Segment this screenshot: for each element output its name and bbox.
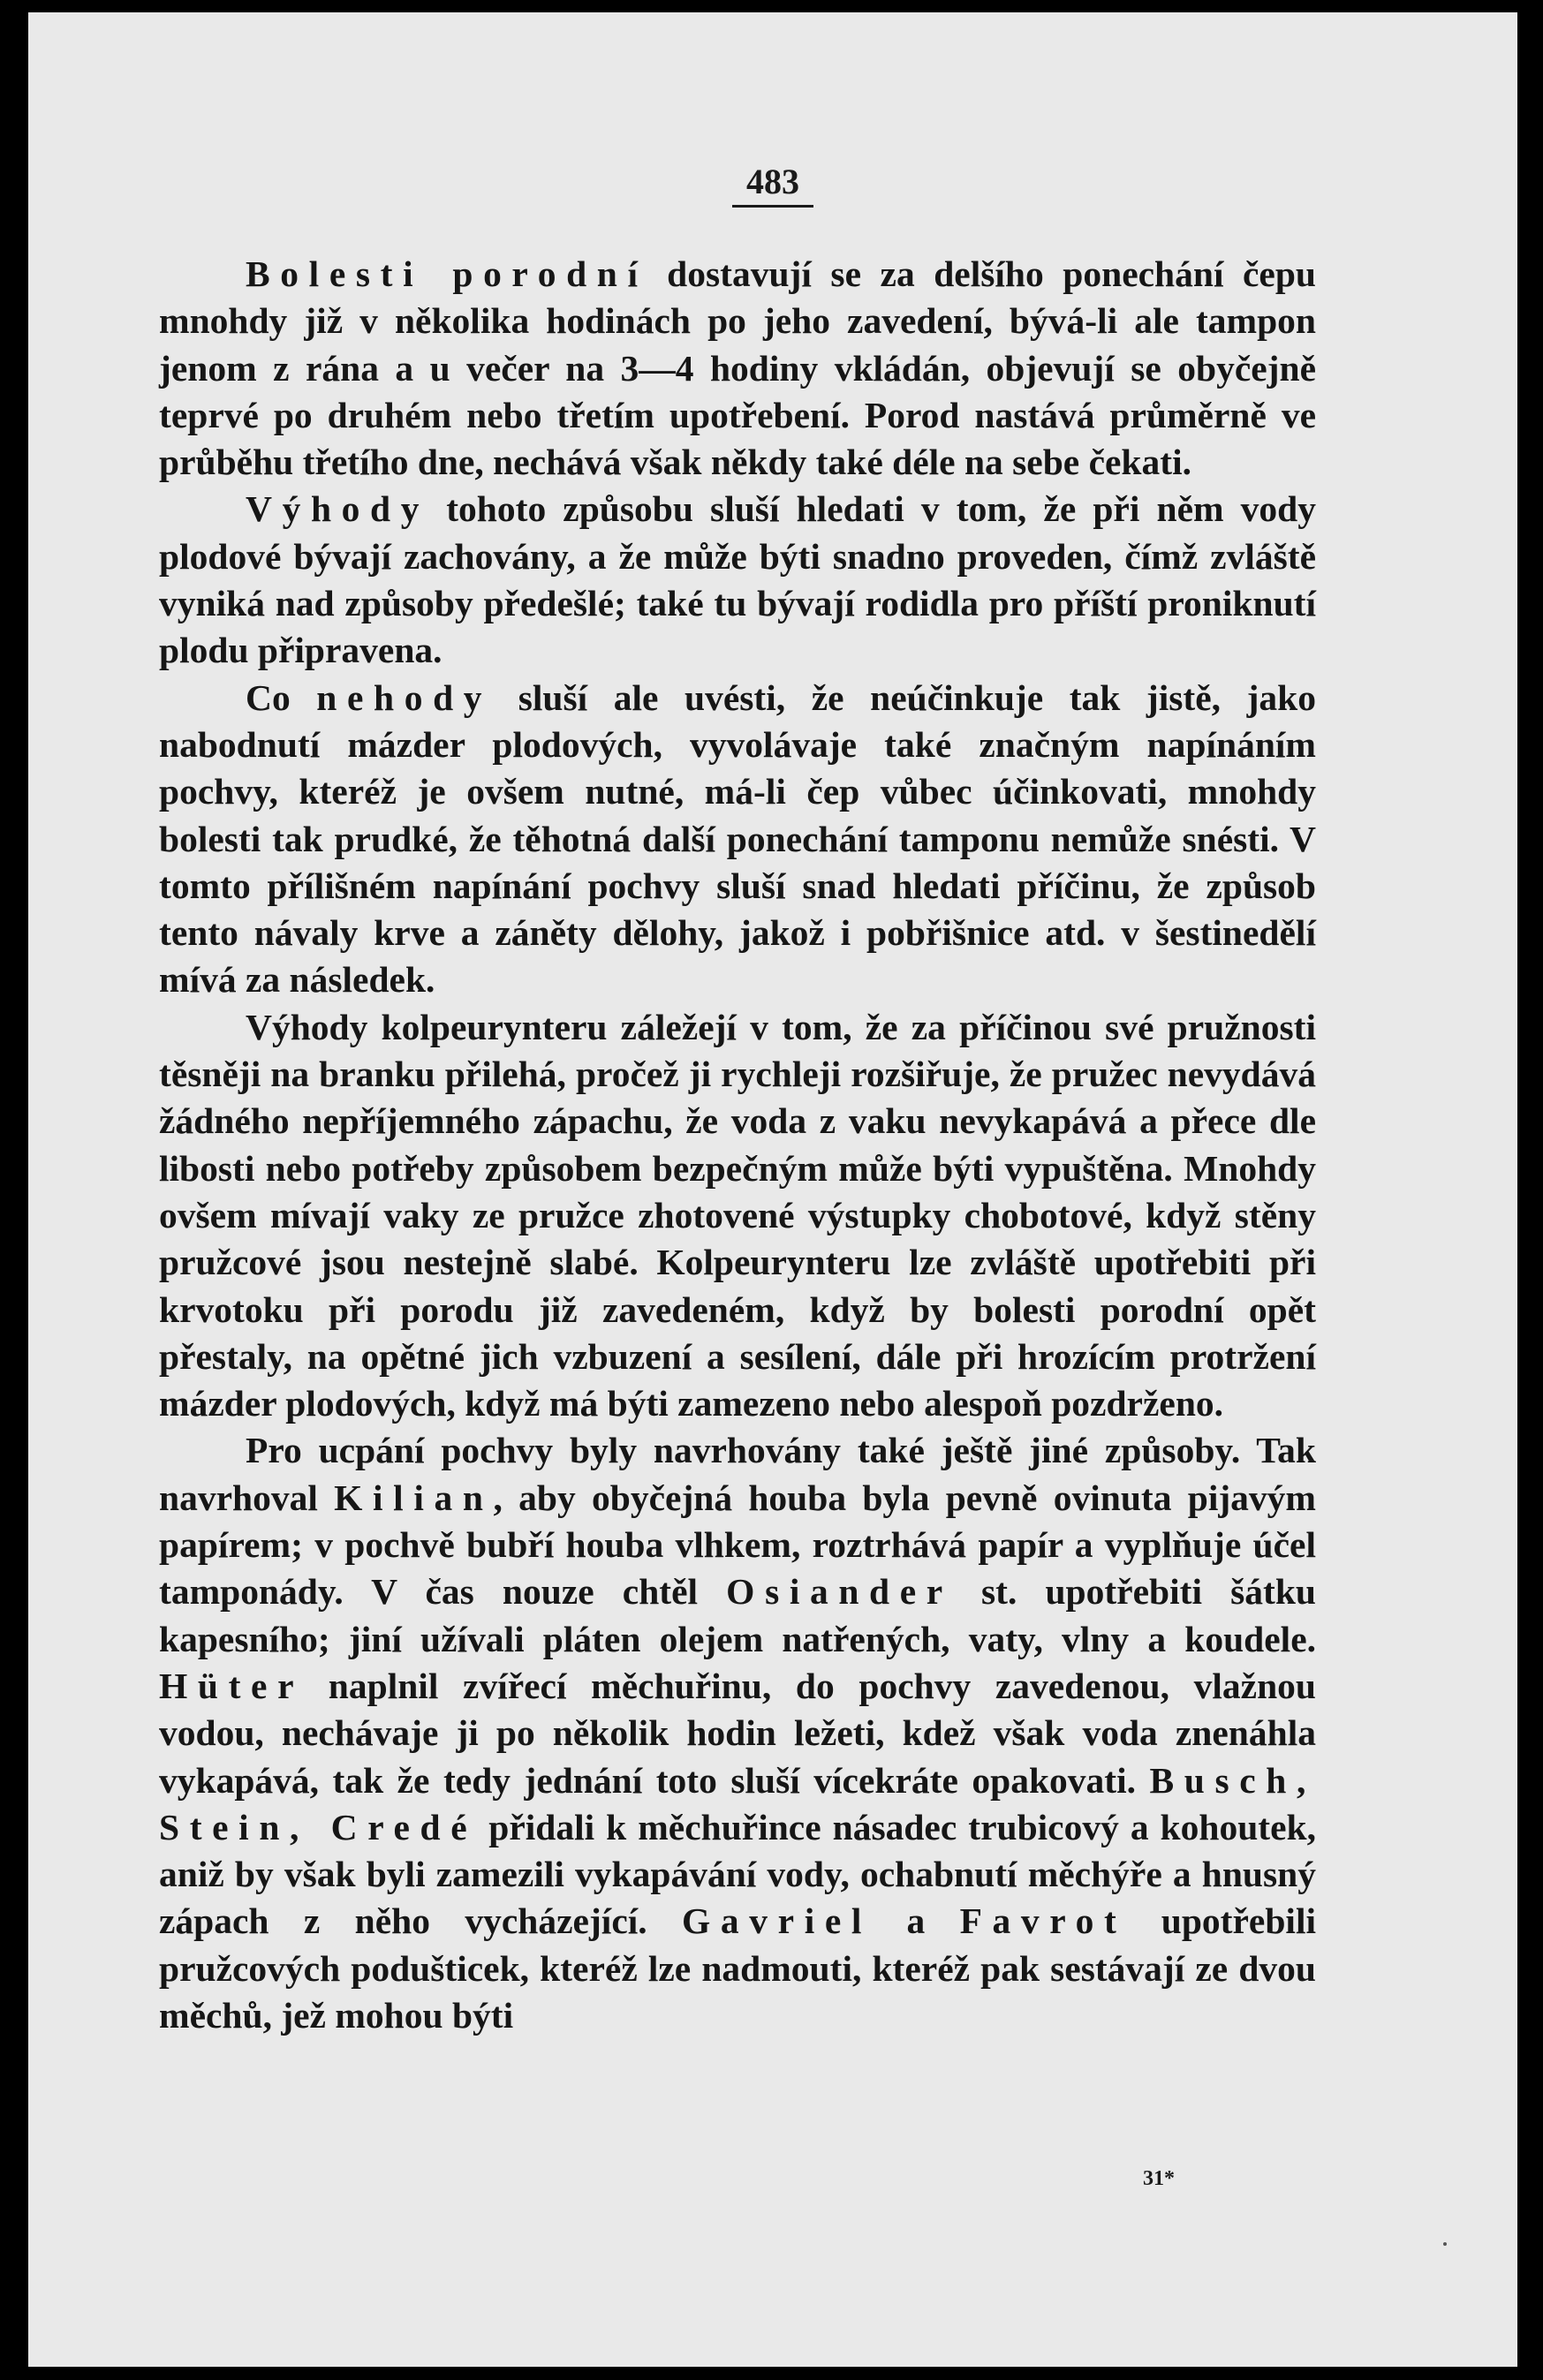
paragraph-5 (159, 1427, 1316, 2039)
paragraph-4 (159, 1004, 1316, 1428)
spaced-name: Hüter (159, 1665, 305, 1706)
book-page (28, 12, 1517, 2367)
paragraph-text: Výhody kolpeurynteru záležejí v tom, že za příčinou své pružnosti těsněji na branku přilehá, pročež ji rychleji rozšiřuje, že pružec nevydává žádného nepříjemného zápachu, že voda z vaku nevykapává a přece dle libosti nebo potřeby způsobem bezpečným může býti vypuštěna. Mnohdy ovšem mívají vaky ze pružce zhotovené výstupky chobotové, když stěny pružcové jsou nestejně slabé. Kolpeurynteru lze zvláště upotřebiti při krvotoku při porodu již zavedeném, když by bolesti porodní opět přestaly, na opětné jich vzbuzení a sesílení, dále při hrozícím protržení mázder plodových, když má býti zamezeno nebo alespoň pozdrženo. (159, 1006, 1316, 1424)
paragraph-text: upotřebili pružcových podušticek, kteréž lze nadmouti, kteréž pak sestávají ze dvou měchů, jež mohou býti (159, 1900, 1317, 2036)
paragraph-text: tohoto způsobu sluší hledati v tom, že při něm vody plodové bývají zachovány, a že může býti snadno proveden, čímž zvláště vyniká nad způsoby předešlé; také tu bývají rodidla pro příští proniknutí plodu připravena. (159, 488, 1316, 671)
paragraph-3 (159, 675, 1316, 1004)
spaced-term: Bolesti porodní (246, 253, 648, 294)
paragraph-text: Co (246, 676, 317, 718)
paragraph-text: st. upotřebiti šátku kapesního; jiní užívali pláten olejem natřených, vaty, vlny a koudele. (159, 1571, 1316, 1659)
spaced-name: Gavriel (682, 1900, 873, 1942)
spaced-term: nehody (316, 676, 493, 718)
paragraph-text: dostavují se za delšího ponechání čepu mnohdy již v několika hodinách po jeho zavedení, bývá-li ale tampon jenom z rána a u večer na 3—4 hodiny vkládán, objevují se obyčejně teprvé po druhém nebo třetím upotřebení. Porod nastává průměrně ve průběhu třetího dne, nechává však někdy také déle na sebe čekati. (159, 253, 1317, 483)
page-number: 483 (732, 162, 813, 208)
paper-speck (1443, 2242, 1447, 2246)
paragraph-text: , aby obyčejná houba byla pevně ovinuta pijavým papírem; v pochvě bubří houba vlhkem, roztrhává papír a vyplňuje účel tamponády. V čas nouze chtěl (159, 1477, 1316, 1613)
spaced-name: Kilian (334, 1477, 494, 1518)
paragraph-text: Pro ucpání pochvy byly navrhovány také ještě jiné způsoby. Tak navrhoval (159, 1430, 1316, 1518)
paragraph-text: naplnil zvířecí měchuřinu, do pochvy zavedenou, vlažnou vodou, nechávaje ji po několik hodin ležeti, kdež však voda znenáhla vykapává, tak že tedy jednání toto sluší vícekráte opakovati. (159, 1665, 1316, 1801)
spaced-name: Busch, Stein, Credé (159, 1759, 1316, 1847)
spaced-name: Favrot (959, 1900, 1127, 1942)
paragraph-text: a (872, 1900, 960, 1942)
paragraph-text: sluší ale uvésti, že neúčinkuje tak jistě, jako nabodnutí mázder plodových, vyvolávaje také značným napínáním pochvy, kteréž je ovšem nutné, má-li čep vůbec účinkovati, mnohdy bolesti tak prudké, že těhotná další ponechání tamponu nemůže snésti. V tomto přílišném napínání pochvy sluší snad hledati příčinu, že způsob tento návaly krve a záněty dělohy, jakož i pobřišnice atd. v šestinedělí mívá za následek. (159, 676, 1316, 1001)
spaced-name: Osiander (726, 1571, 953, 1613)
paragraph-2 (159, 486, 1316, 674)
spaced-term: Výhody (246, 488, 430, 530)
body-text (159, 251, 1316, 2039)
paragraph-text: přidali k měchuřince násadec trubicový a kohoutek, aniž by však byli zamezili vykapávání vody, ochabnutí měchýře a hnusný zápach z něho vycházející. (159, 1806, 1316, 1942)
signature-mark: 31* (1143, 2167, 1175, 2190)
page-header (28, 162, 1517, 208)
paragraph-1 (159, 251, 1316, 486)
